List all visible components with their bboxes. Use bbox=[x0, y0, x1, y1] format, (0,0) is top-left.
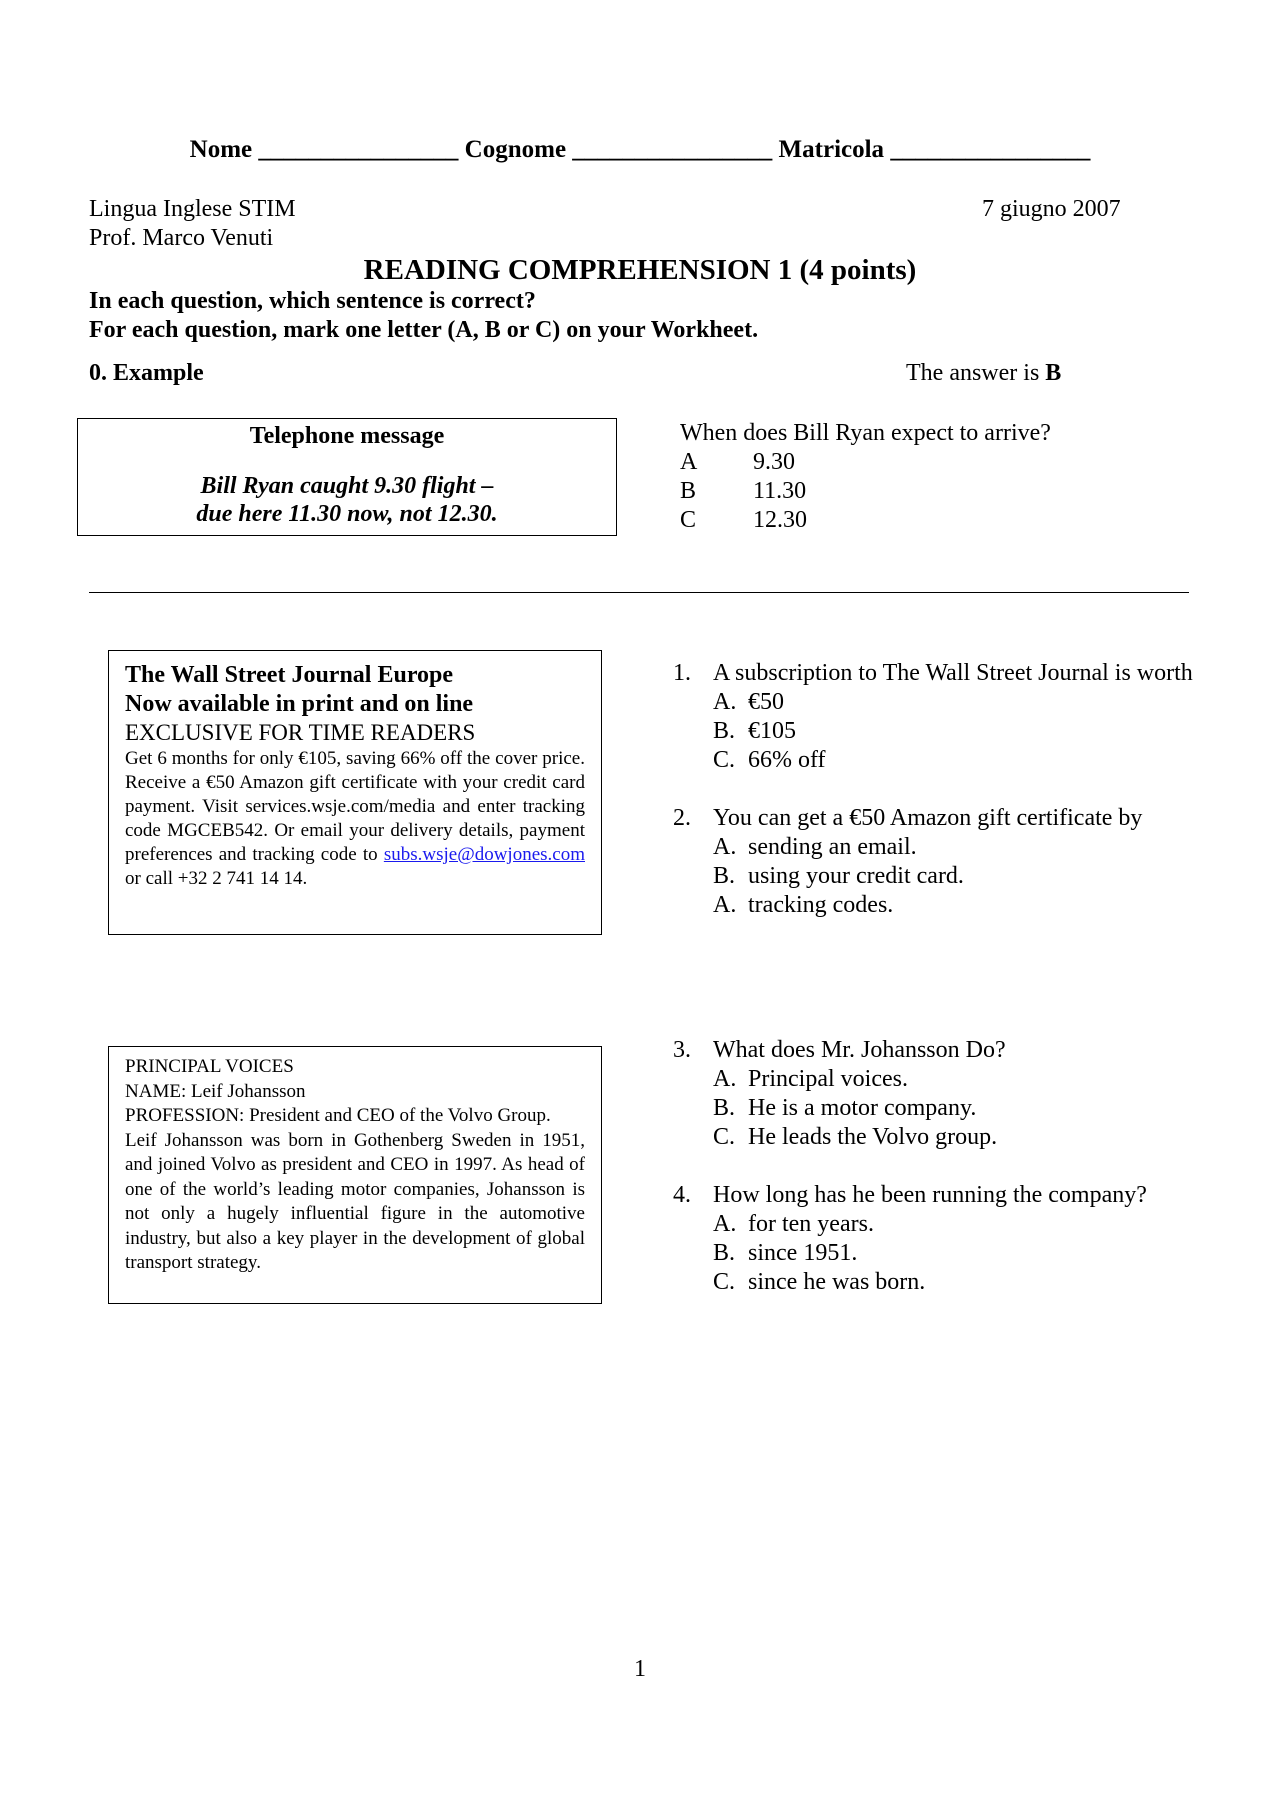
question-row bbox=[673, 1181, 1273, 1210]
cognome-label: Cognome bbox=[464, 136, 567, 163]
wsj-ad-body bbox=[125, 747, 585, 891]
option-letter: B. bbox=[713, 1240, 736, 1266]
option-letter: B. bbox=[713, 718, 736, 744]
instruction-1: In each question, which sentence is correct? bbox=[89, 288, 536, 314]
question-row bbox=[673, 1036, 1273, 1065]
answer-option[interactable] bbox=[673, 1210, 1273, 1239]
question-number: 4. bbox=[673, 1182, 691, 1208]
wsj-email-link[interactable]: subs.wsje@dowjones.com bbox=[383, 844, 585, 865]
question-number: 3. bbox=[673, 1037, 691, 1063]
exam-date: 7 giugno 2007 bbox=[982, 196, 1121, 222]
option-letter: A. bbox=[713, 834, 737, 860]
option-text: using your credit card. bbox=[748, 863, 964, 889]
telephone-message-line-1: Bill Ryan caught 9.30 flight – bbox=[200, 473, 494, 499]
option-text: 12.30 bbox=[753, 507, 807, 533]
profile-heading: PRINCIPAL VOICES bbox=[125, 1056, 294, 1077]
option-letter: C bbox=[680, 507, 697, 533]
option-text: He is a motor company. bbox=[748, 1095, 977, 1121]
wsj-ad-title-1: The Wall Street Journal Europe bbox=[125, 662, 454, 688]
course-name: Lingua Inglese STIM bbox=[89, 196, 296, 222]
question-4 bbox=[673, 1181, 1273, 1297]
example-question: When does Bill Ryan expect to arrive? bbox=[680, 420, 1051, 446]
option-letter: A. bbox=[713, 892, 737, 918]
option-text: since he was born. bbox=[748, 1269, 926, 1295]
option-letter: B bbox=[680, 478, 697, 504]
question-1 bbox=[673, 659, 1273, 775]
instruction-2: For each question, mark one letter (A, B or C) on your Workheet. bbox=[89, 317, 759, 343]
question-3 bbox=[673, 1036, 1273, 1152]
answer-option[interactable] bbox=[673, 1094, 1273, 1123]
section-divider bbox=[89, 592, 1189, 593]
profile-name: NAME: Leif Johansson bbox=[125, 1080, 306, 1102]
principal-voices-content bbox=[125, 1055, 585, 1276]
telephone-message-title: Telephone message bbox=[249, 423, 445, 449]
option-text: 9.30 bbox=[753, 449, 795, 475]
matricola-label: Matricola bbox=[778, 136, 885, 163]
question-2 bbox=[673, 804, 1273, 920]
example-answer-prefix: The answer is bbox=[906, 360, 1046, 386]
question-text: A subscription to The Wall Street Journal is worth bbox=[713, 660, 1193, 686]
example-option[interactable] bbox=[680, 449, 880, 478]
option-text: for ten years. bbox=[748, 1211, 874, 1237]
wsj-ad-body-text: Get 6 months for only €105, saving 66% off the cover price. Receive a €50 Amazon gift certificate with your credit card payment. Visit services.wsje.com/media and enter tracking code MGCEB542. Or email your delivery details, payment preferences and tracking code to bbox=[125, 748, 585, 865]
nome-blank[interactable]: ________________ bbox=[258, 136, 459, 163]
option-text: €105 bbox=[748, 718, 796, 744]
example-option[interactable] bbox=[680, 478, 880, 507]
example-answer-letter: B bbox=[1045, 360, 1062, 386]
page-number: 1 bbox=[634, 1656, 646, 1682]
wsj-ad-title-2: Now available in print and on line bbox=[125, 691, 474, 717]
example-option[interactable] bbox=[680, 507, 880, 536]
matricola-blank[interactable]: ________________ bbox=[890, 136, 1091, 163]
option-letter: B. bbox=[713, 1095, 736, 1121]
professor-name: Prof. Marco Venuti bbox=[89, 225, 274, 251]
question-text: How long has he been running the company? bbox=[713, 1182, 1147, 1208]
option-letter: C. bbox=[713, 747, 736, 773]
question-number: 2. bbox=[673, 805, 691, 831]
answer-option[interactable] bbox=[673, 688, 1273, 717]
option-letter: A. bbox=[713, 689, 737, 715]
answer-option[interactable] bbox=[673, 862, 1273, 891]
option-text: sending an email. bbox=[748, 834, 917, 860]
option-text: since 1951. bbox=[748, 1240, 858, 1266]
option-text: 66% off bbox=[748, 747, 826, 773]
wsj-ad-body-tail: or call +32 2 741 14 14. bbox=[125, 868, 308, 889]
answer-option[interactable] bbox=[673, 891, 1273, 920]
question-row bbox=[673, 659, 1273, 688]
option-letter: C. bbox=[713, 1124, 736, 1150]
question-text: You can get a €50 Amazon gift certificate by bbox=[713, 805, 1143, 831]
question-number: 1. bbox=[673, 660, 691, 686]
student-info-line bbox=[0, 136, 1280, 164]
answer-option[interactable] bbox=[673, 1239, 1273, 1268]
example-label: 0. Example bbox=[89, 360, 204, 386]
option-letter: A. bbox=[713, 1211, 737, 1237]
option-letter: C. bbox=[713, 1269, 736, 1295]
profile-body: Leif Johansson was born in Gothenberg Sweden in 1951, and joined Volvo as president and CEO in 1997. As head of one of the world’s leading motor companies, Johansson is not only a hugely influential figure in the automotive industry, but also a key player in the development of global transport strategy. bbox=[125, 1129, 585, 1273]
nome-label: Nome bbox=[189, 136, 253, 163]
wsj-ad-content bbox=[125, 661, 585, 891]
profile-profession: PROFESSION: President and CEO of the Volvo Group. bbox=[125, 1105, 551, 1126]
answer-option[interactable] bbox=[673, 717, 1273, 746]
example-options bbox=[680, 449, 880, 536]
option-letter: B. bbox=[713, 863, 736, 889]
answer-option[interactable] bbox=[673, 1268, 1273, 1297]
option-letter: A bbox=[680, 449, 698, 475]
option-text: €50 bbox=[748, 689, 784, 715]
wsj-ad-subtitle: EXCLUSIVE FOR TIME READERS bbox=[125, 720, 476, 745]
wsj-ad-box bbox=[108, 650, 602, 935]
option-text: He leads the Volvo group. bbox=[748, 1124, 998, 1150]
option-text: 11.30 bbox=[753, 478, 807, 504]
answer-option[interactable] bbox=[673, 833, 1273, 862]
option-text: Principal voices. bbox=[748, 1066, 908, 1092]
principal-voices-box bbox=[108, 1046, 602, 1304]
question-text: What does Mr. Johansson Do? bbox=[713, 1037, 1006, 1063]
question-row bbox=[673, 804, 1273, 833]
option-text: tracking codes. bbox=[748, 892, 894, 918]
answer-option[interactable] bbox=[673, 746, 1273, 775]
telephone-message-box bbox=[77, 418, 617, 536]
option-letter: A. bbox=[713, 1066, 737, 1092]
cognome-blank[interactable]: ________________ bbox=[572, 136, 773, 163]
answer-option[interactable] bbox=[673, 1065, 1273, 1094]
section-title: READING COMPREHENSION 1 (4 points) bbox=[363, 254, 917, 286]
example-answer bbox=[906, 360, 1061, 387]
telephone-message-line-2: due here 11.30 now, not 12.30. bbox=[196, 501, 498, 527]
answer-option[interactable] bbox=[673, 1123, 1273, 1152]
